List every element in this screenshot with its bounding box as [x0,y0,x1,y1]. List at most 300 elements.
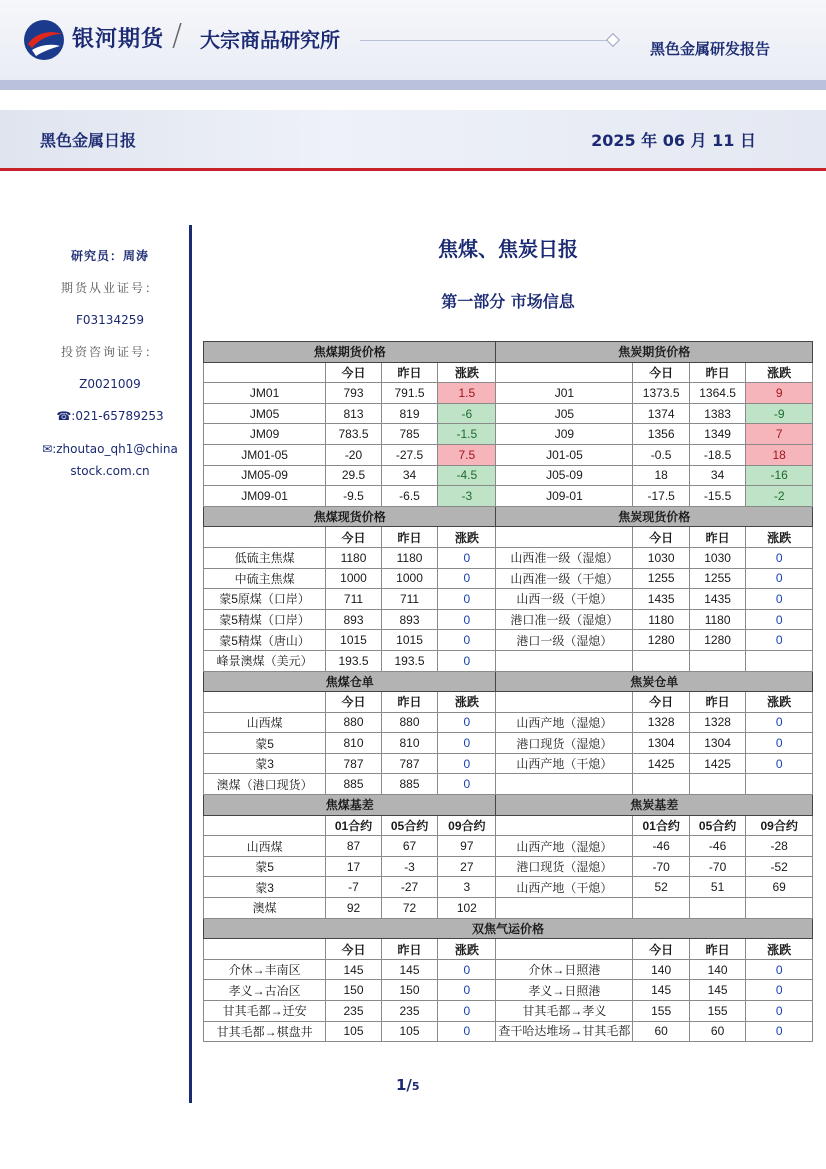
table-cell: 0 [438,753,496,774]
table-cell: 711 [381,589,437,610]
row-label: 甘其毛都→棋盘井 [204,1021,326,1042]
futures-col-header: 昨日 [689,362,745,383]
row-label: J09-01 [496,486,633,507]
table-cell: 1015 [381,630,437,651]
futures-header-row [204,362,813,383]
table-cell: 885 [381,774,437,795]
row-label: 介休→丰南区 [204,959,326,980]
table-cell: 0 [438,630,496,651]
table-cell: 793 [326,383,382,404]
table-row [204,733,813,754]
row-label: 孝义→古冶区 [204,980,326,1001]
row-label: 港口准一级（湿熄） [496,609,633,630]
table-row [204,630,813,651]
table-cell: 785 [381,424,437,445]
table-cell: 1180 [381,547,437,568]
table-cell: 1328 [689,712,745,733]
warehouse-col-header: 涨跌 [746,692,813,713]
table-cell: 791.5 [381,383,437,404]
table-cell: -17.5 [633,486,689,507]
warehouse-col-header: 昨日 [381,692,437,713]
diamond-ornament [606,33,620,47]
futures-col-header: 今日 [633,362,689,383]
row-label: 低硫主焦煤 [204,547,326,568]
table-cell: 0 [438,589,496,610]
warehouse-col-header: 涨跌 [438,692,496,713]
table-cell: 7.5 [438,444,496,465]
cert-number: F03134259 [76,313,144,327]
table-cell: 0 [746,712,813,733]
table-cell: 105 [381,1021,437,1042]
spot-header-row [204,527,813,548]
table-row [204,568,813,589]
row-label: J05 [496,403,633,424]
row-label: 甘其毛都→孝义 [496,1001,633,1022]
row-label: 山西产地（干熄） [496,877,633,898]
table-cell [633,898,689,919]
freight-header-blank [496,939,633,960]
row-label: 蒙3 [204,877,326,898]
table-row [204,424,813,445]
row-label: 蒙5 [204,856,326,877]
basis-col-header: 09合约 [438,815,496,836]
sidebar-divider [189,225,192,1103]
basis-col-header: 09合约 [746,815,813,836]
spot-col-header: 涨跌 [746,527,813,548]
table-cell: 155 [633,1001,689,1022]
table-cell: 1280 [633,630,689,651]
row-label [496,650,633,671]
freight-col-header: 今日 [326,939,382,960]
consult-label: 投资咨询证号： [60,345,159,359]
basis-header-row [204,815,813,836]
row-label: 蒙3 [204,753,326,774]
warehouse-header-blank [496,692,633,713]
table-row [204,1001,813,1022]
table-row [204,753,813,774]
phone: ☎:021-65789253 [56,409,164,423]
brand-name: 银河期货 [72,27,165,52]
table-cell: -7 [326,877,382,898]
table-cell: 1.5 [438,383,496,404]
table-cell: 150 [381,980,437,1001]
table-cell: 1304 [689,733,745,754]
table-cell [633,774,689,795]
table-cell: 1015 [326,630,382,651]
table-cell: 0 [438,980,496,1001]
table-cell [746,898,813,919]
table-row [204,465,813,486]
row-label: J09 [496,424,633,445]
spot-col-header: 涨跌 [438,527,496,548]
table-cell: 9 [746,383,813,404]
table-cell [689,650,745,671]
table-cell: 880 [326,712,382,733]
table-cell: 1030 [689,547,745,568]
spot-col-header: 今日 [633,527,689,548]
table-cell: 145 [381,959,437,980]
table-cell: 105 [326,1021,382,1042]
table-cell: 1356 [633,424,689,445]
spot-header-blank [496,527,633,548]
row-label: 蒙5 [204,733,326,754]
table-cell [746,774,813,795]
basis-left-title: 焦煤基差 [204,795,496,816]
row-label: 蒙5精煤（唐山） [204,630,326,651]
freight-col-header: 昨日 [689,939,745,960]
row-label: 港口一级（湿熄） [496,630,633,651]
table-row [204,403,813,424]
table-cell: 1425 [689,753,745,774]
basis-right-title: 焦炭基差 [496,795,813,816]
table-cell: 1425 [633,753,689,774]
table-cell: -27 [381,877,437,898]
table-cell [689,774,745,795]
row-label: JM01-05 [204,444,326,465]
table-cell: -27.5 [381,444,437,465]
table-cell: 0 [438,547,496,568]
table-cell: 102 [438,898,496,919]
freight-title-row [204,918,813,939]
futures-col-header: 涨跌 [746,362,813,383]
row-label: JM05 [204,403,326,424]
table-cell: 0 [438,733,496,754]
freight-header-row [204,939,813,960]
row-label: 查干哈达堆场→甘其毛都 [496,1021,633,1042]
table-cell: 1030 [633,547,689,568]
table-cell: 235 [381,1001,437,1022]
row-label: 山西煤 [204,836,326,857]
table-cell: 0 [746,589,813,610]
table-cell: 193.5 [326,650,382,671]
table-cell: 235 [326,1001,382,1022]
futures-col-header: 涨跌 [438,362,496,383]
table-cell: -9 [746,403,813,424]
table-cell: 1255 [689,568,745,589]
table-cell: 813 [326,403,382,424]
main-title: 焦煤、焦炭日报 [438,237,578,261]
row-label: 山西产地（湿熄） [496,712,633,733]
table-cell: -20 [326,444,382,465]
table-row [204,980,813,1001]
row-label: 介休→日照港 [496,959,633,980]
freight-header-blank [204,939,326,960]
table-row [204,877,813,898]
table-cell: 150 [326,980,382,1001]
table-cell: -1.5 [438,424,496,445]
row-label: 中硫主焦煤 [204,568,326,589]
warehouse-header-blank [204,692,326,713]
table-row [204,836,813,857]
futures-title-row [204,342,813,363]
table-cell: 1374 [633,403,689,424]
row-label: J01 [496,383,633,404]
row-label: 山西产地（干熄） [496,753,633,774]
table-cell: 893 [326,609,382,630]
table-cell [746,650,813,671]
row-label: JM09-01 [204,486,326,507]
table-cell: -28 [746,836,813,857]
table-cell: 1373.5 [633,383,689,404]
table-cell: -16 [746,465,813,486]
warehouse-right-title: 焦炭仓单 [496,671,813,692]
section-title: 第一部分 市场信息 [441,292,575,311]
table-cell: 97 [438,836,496,857]
table-cell: 60 [633,1021,689,1042]
table-cell: -9.5 [326,486,382,507]
freight-col-header: 涨跌 [438,939,496,960]
futures-header-blank [204,362,326,383]
table-cell: 18 [633,465,689,486]
basis-col-header: 05合约 [381,815,437,836]
spot-col-header: 昨日 [689,527,745,548]
table-cell: 1304 [633,733,689,754]
warehouse-col-header: 昨日 [689,692,745,713]
table-cell: 0 [746,609,813,630]
table-cell: 18 [746,444,813,465]
cert-label: 期货从业证号： [60,281,159,295]
header-band [0,80,826,90]
row-label [496,774,633,795]
table-cell: 1328 [633,712,689,733]
table-cell: 1255 [633,568,689,589]
table-cell: -3 [438,486,496,507]
table-cell: -18.5 [689,444,745,465]
row-label: 山西产地（湿熄） [496,836,633,857]
table-cell: 893 [381,609,437,630]
table-cell: 140 [633,959,689,980]
table-cell: 34 [381,465,437,486]
basis-col-header: 05合约 [689,815,745,836]
department-name: 大宗商品研究所 [200,28,340,52]
basis-header-blank [204,815,326,836]
futures-right-title: 焦炭期货价格 [496,342,813,363]
spot-left-title: 焦煤现货价格 [204,506,496,527]
table-row [204,712,813,733]
table-cell: -2 [746,486,813,507]
table-cell: -6.5 [381,486,437,507]
table-cell: 810 [326,733,382,754]
table-row [204,650,813,671]
table-row [204,547,813,568]
table-row [204,589,813,610]
table-cell: 787 [326,753,382,774]
spot-col-header: 今日 [326,527,382,548]
table-cell: 711 [326,589,382,610]
table-cell: 1180 [326,547,382,568]
row-label: JM09 [204,424,326,445]
table-cell [689,898,745,919]
table-cell: 1000 [326,568,382,589]
row-label: 甘其毛都→迁安 [204,1001,326,1022]
table-cell: 1435 [689,589,745,610]
spot-header-blank [204,527,326,548]
table-cell: 1280 [689,630,745,651]
table-cell: 0 [438,568,496,589]
row-label: 山西准一级（干熄） [496,568,633,589]
table-cell: 1435 [633,589,689,610]
table-cell: 810 [381,733,437,754]
row-label: J05-09 [496,465,633,486]
subheader-red-rule [0,168,826,171]
row-label: 蒙5原煤（口岸） [204,589,326,610]
table-cell: 783.5 [326,424,382,445]
table-row [204,609,813,630]
table-cell: 0 [746,1001,813,1022]
email-line-2: stock.com.cn [70,464,150,478]
warehouse-col-header: 今日 [326,692,382,713]
table-cell: 72 [381,898,437,919]
warehouse-left-title: 焦煤仓单 [204,671,496,692]
table-cell: 60 [689,1021,745,1042]
table-cell: -0.5 [633,444,689,465]
row-label [496,898,633,919]
row-label: 港口现货（湿熄） [496,733,633,754]
table-cell: 3 [438,877,496,898]
page-current: 1/ [396,1076,412,1094]
table-cell: 0 [438,1021,496,1042]
table-row [204,959,813,980]
row-label: 山西准一级（湿熄） [496,547,633,568]
row-label: 山西一级（干熄） [496,589,633,610]
table-cell: 1364.5 [689,383,745,404]
table-row [204,486,813,507]
table-cell: 27 [438,856,496,877]
table-cell: 0 [746,733,813,754]
table-cell: 0 [438,712,496,733]
table-cell: -3 [381,856,437,877]
table-cell: 193.5 [381,650,437,671]
freight-col-header: 今日 [633,939,689,960]
warehouse-title-row [204,671,813,692]
table-cell: 787 [381,753,437,774]
table-cell: 885 [326,774,382,795]
table-row [204,856,813,877]
table-cell: 145 [326,959,382,980]
table-cell: 29.5 [326,465,382,486]
spot-right-title: 焦炭现货价格 [496,506,813,527]
basis-title-row [204,795,813,816]
table-row [204,383,813,404]
row-label: 峰景澳煤（美元） [204,650,326,671]
table-cell: 87 [326,836,382,857]
table-cell: 34 [689,465,745,486]
report-type: 黑色金属研发报告 [649,40,770,58]
table-cell: 52 [633,877,689,898]
page-total: 5 [411,1080,420,1093]
table-cell: 0 [438,650,496,671]
spot-title-row [204,506,813,527]
table-cell: 145 [633,980,689,1001]
table-cell: 0 [746,753,813,774]
table-cell: 819 [381,403,437,424]
table-cell: 0 [438,1001,496,1022]
email-line-1: ✉:zhoutao_qh1@china [42,442,178,456]
researcher-name: 研究员：周涛 [70,249,149,263]
table-cell: 155 [689,1001,745,1022]
row-label: 澳煤 [204,898,326,919]
table-cell: 0 [438,959,496,980]
row-label: JM01 [204,383,326,404]
table-cell: 0 [746,630,813,651]
galaxy-logo-icon [22,18,66,62]
table-cell: 880 [381,712,437,733]
table-cell: 17 [326,856,382,877]
table-cell: 67 [381,836,437,857]
row-label: 澳煤（港口现货） [204,774,326,795]
table-cell: 1000 [381,568,437,589]
table-row [204,774,813,795]
page-number [396,1076,420,1094]
table-cell: -46 [633,836,689,857]
row-label: J01-05 [496,444,633,465]
freight-col-header: 昨日 [381,939,437,960]
table-cell: 0 [438,609,496,630]
freight-title: 双焦气运价格 [204,918,813,939]
futures-col-header: 昨日 [381,362,437,383]
table-cell: 92 [326,898,382,919]
table-cell: 51 [689,877,745,898]
futures-header-blank [496,362,633,383]
table-row [204,898,813,919]
consult-number: Z0021009 [79,377,141,391]
row-label: 蒙5精煤（口岸） [204,609,326,630]
sidebar [40,240,180,482]
freight-col-header: 涨跌 [746,939,813,960]
table-cell: 0 [746,980,813,1001]
table-cell: -70 [633,856,689,877]
table-cell: -6 [438,403,496,424]
table-cell: 0 [746,1021,813,1042]
warehouse-header-row [204,692,813,713]
market-table [203,341,813,1042]
table-cell: 69 [746,877,813,898]
table-cell: -15.5 [689,486,745,507]
warehouse-col-header: 今日 [633,692,689,713]
basis-header-blank [496,815,633,836]
futures-left-title: 焦煤期货价格 [204,342,496,363]
table-cell: -70 [689,856,745,877]
table-cell: 0 [746,568,813,589]
header-rule [360,40,610,41]
spot-col-header: 昨日 [381,527,437,548]
table-cell: 0 [746,547,813,568]
basis-col-header: 01合约 [326,815,382,836]
table-cell: 7 [746,424,813,445]
table-cell: 0 [438,774,496,795]
table-cell: 1180 [689,609,745,630]
table-cell: -52 [746,856,813,877]
row-label: 孝义→日照港 [496,980,633,1001]
table-cell: 1180 [633,609,689,630]
basis-col-header: 01合约 [633,815,689,836]
table-row [204,1021,813,1042]
table-cell: 0 [746,959,813,980]
row-label: JM05-09 [204,465,326,486]
report-date: 2025 年 06 月 11 日 [591,131,756,150]
report-title: 黑色金属日报 [40,131,137,150]
table-cell: -4.5 [438,465,496,486]
header-divider: / [172,18,183,53]
table-cell: 140 [689,959,745,980]
table-cell [633,650,689,671]
futures-col-header: 今日 [326,362,382,383]
page-header [0,0,826,82]
table-cell: -46 [689,836,745,857]
row-label: 港口现货（湿熄） [496,856,633,877]
table-cell: 1383 [689,403,745,424]
row-label: 山西煤 [204,712,326,733]
